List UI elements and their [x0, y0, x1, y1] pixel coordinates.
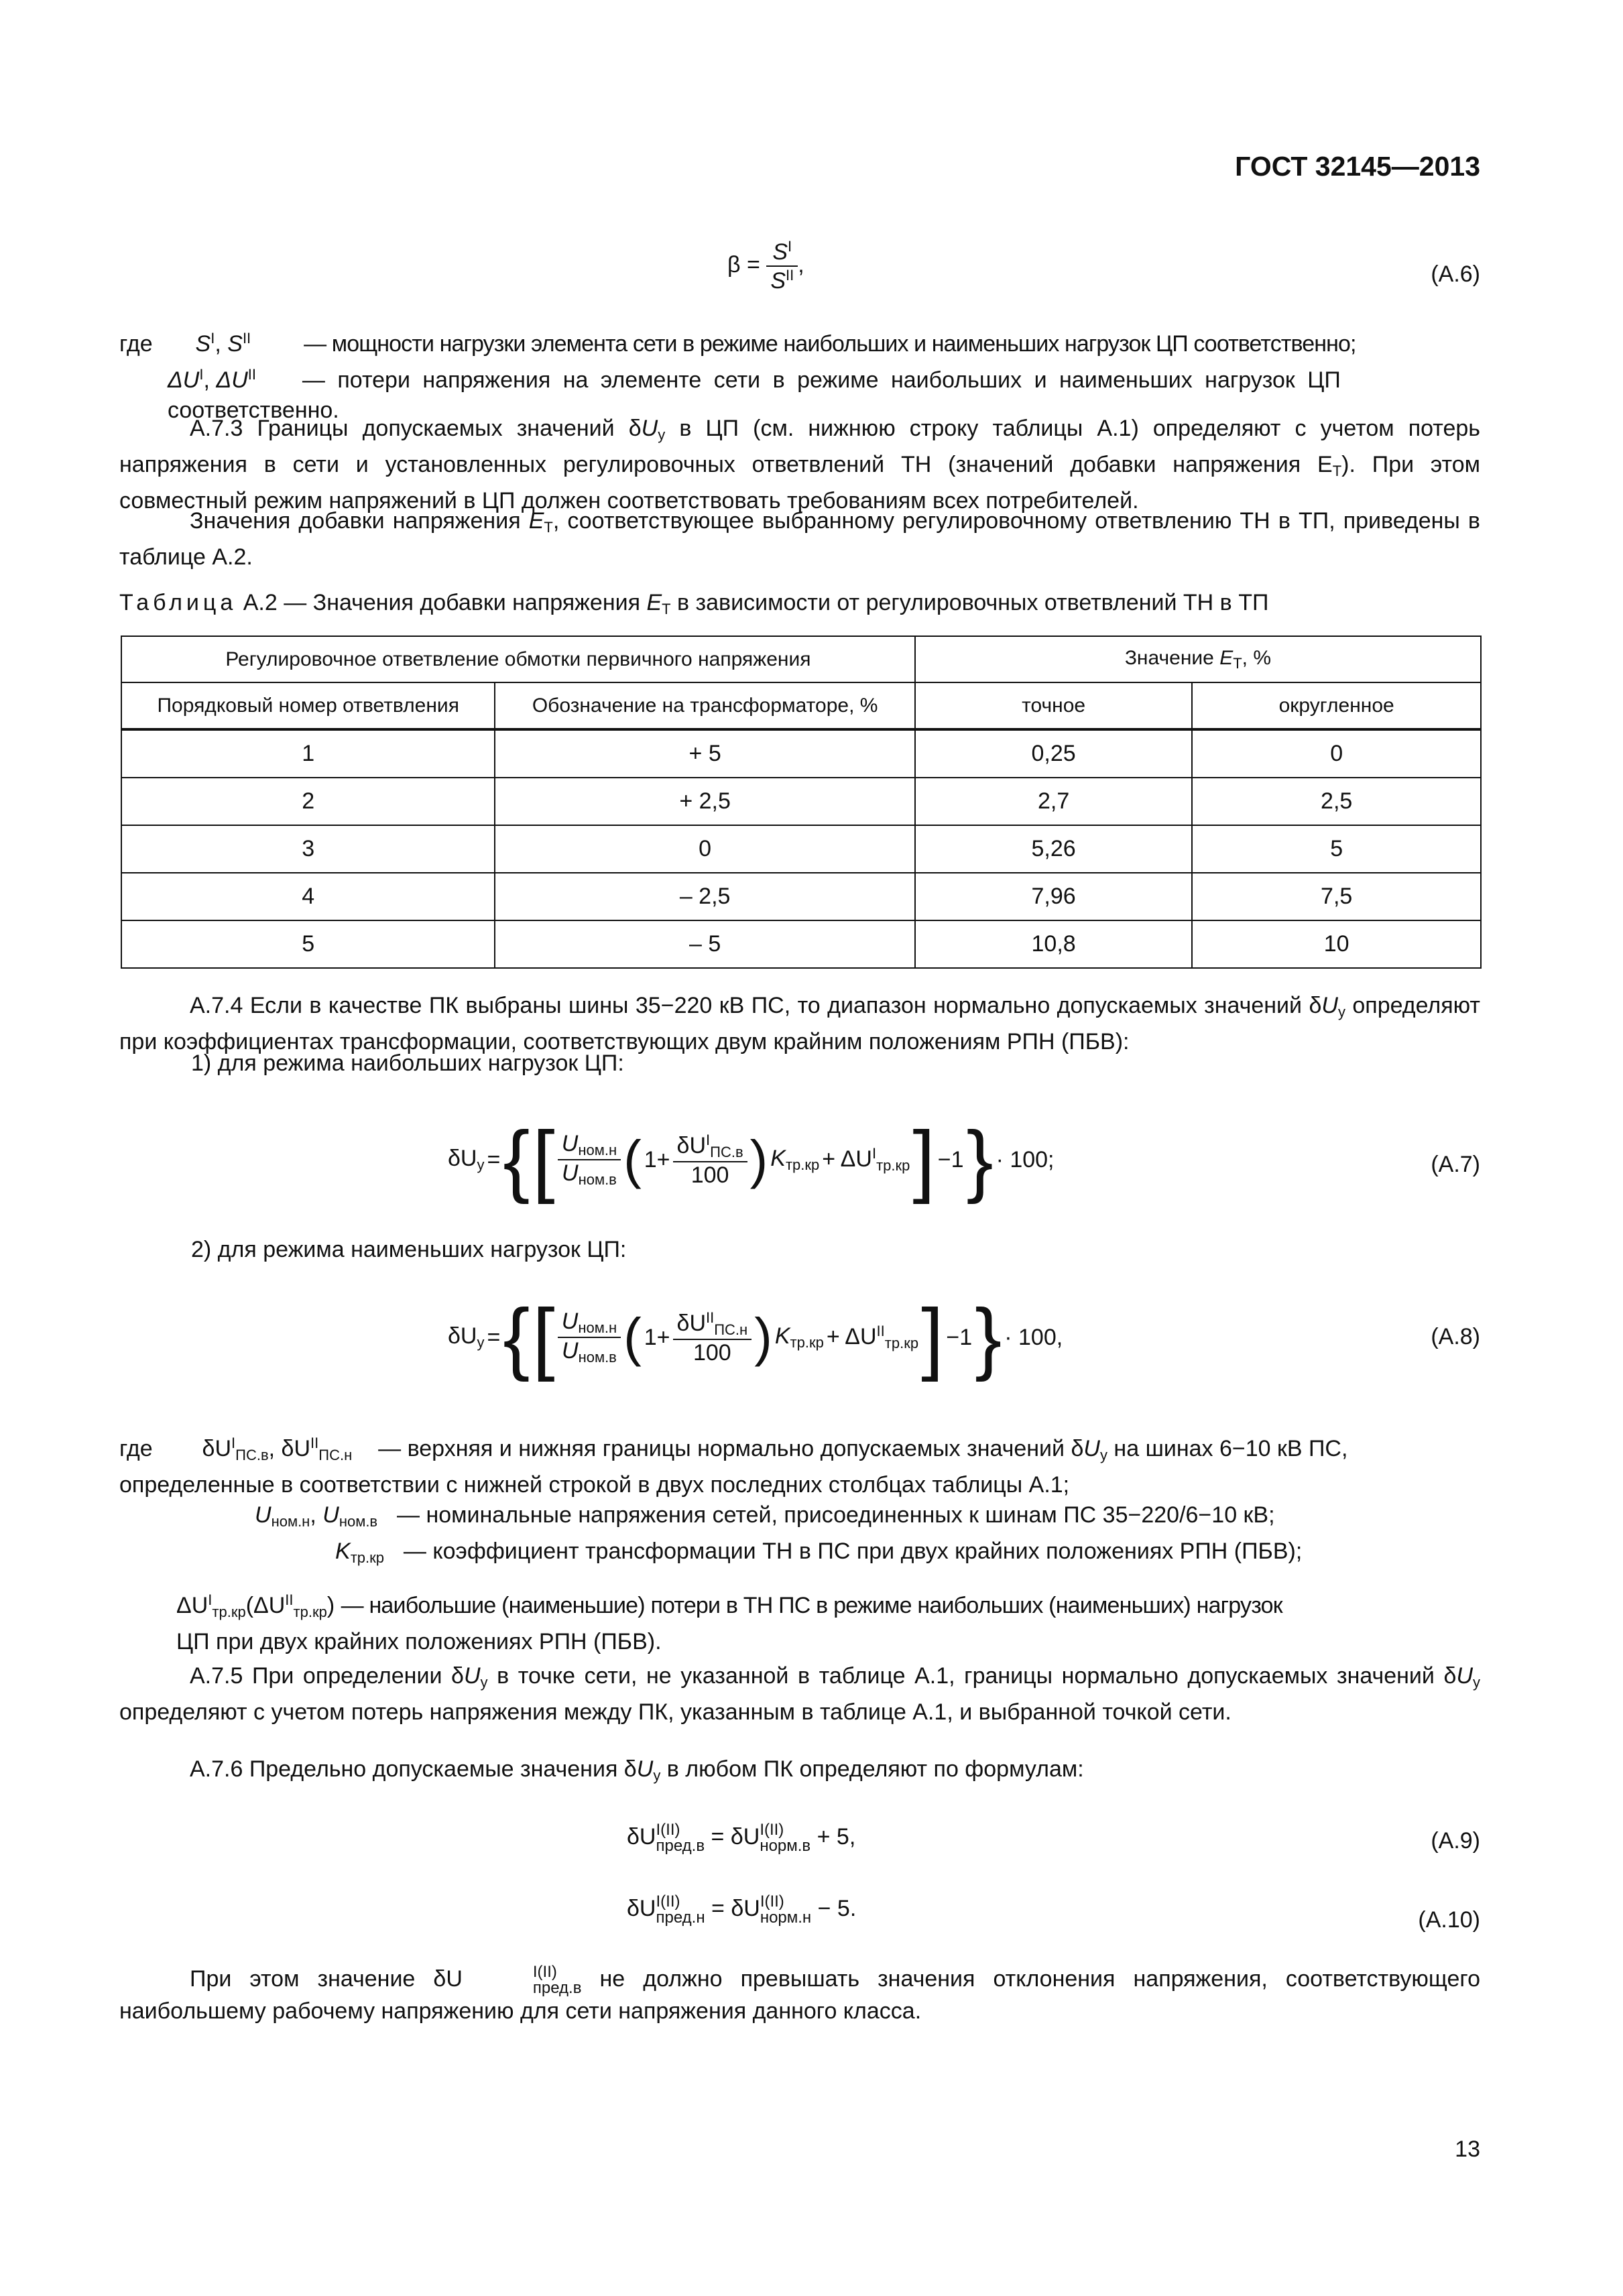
header-cell: точное	[915, 682, 1193, 729]
eq-a8-eq: =	[487, 1324, 501, 1350]
paragraph-final	[119, 1964, 1480, 2027]
eq-a9-eq: =	[705, 1823, 731, 1850]
table-row	[121, 729, 1481, 778]
a74-t1: А.7.4 Если в качестве ПК выбраны шины 35−220 кВ ПС, то диапазон нормально допускаемых значений δ	[190, 993, 1322, 1018]
table-cell: 0,25	[915, 729, 1193, 778]
eq-a6-den: S	[770, 268, 786, 294]
header-value-e: Е	[1219, 646, 1234, 669]
add-t1: Значения добавки напряжения	[190, 508, 529, 534]
paragraph-a74	[119, 991, 1480, 1057]
table-row	[121, 778, 1481, 825]
table-cell: 2	[121, 778, 495, 825]
eq-a7-tail: · 100;	[996, 1146, 1055, 1172]
eq-a7-unom-n-sub: ном.н	[578, 1142, 617, 1158]
eq-a7-brace-close: }	[966, 1115, 994, 1205]
table-cell: 1	[121, 729, 495, 778]
eq-a6-num-sup: I	[788, 238, 792, 255]
table-cell: 0	[1192, 729, 1481, 778]
eq-a6-den-sup: II	[786, 267, 794, 284]
eq-a7-unom-n: U	[561, 1131, 579, 1156]
table-header-row-2	[121, 682, 1481, 729]
a73-t3: ). При этом совместный режим напряжений в ЦП должен соответствовать требованиям всех потребителей.	[119, 452, 1481, 513]
table-cell: – 2,5	[495, 873, 914, 920]
a75-u: U	[463, 1663, 481, 1689]
equation-a9	[627, 1822, 855, 1854]
final-u-sub: пред.в	[532, 1979, 582, 1998]
eq-a8-tail: · 100,	[1004, 1324, 1063, 1350]
where1-sym1-sup: I	[211, 330, 215, 347]
table-cell: 5,26	[915, 825, 1193, 873]
where2-s4a: ΔU	[176, 1593, 208, 1618]
header-cell-value	[915, 636, 1481, 682]
where1-sym2: ΔU	[168, 367, 200, 393]
table-cell: 7,96	[915, 873, 1193, 920]
table-row	[121, 873, 1481, 920]
eq-a8-du-sup: II	[706, 1309, 715, 1326]
a75-t2: в точке сети, не указанной в таблице А.1, границы нормально допускаемых значений δ	[487, 1663, 1457, 1689]
table-header-row-1	[121, 636, 1481, 682]
where1-word: где	[119, 331, 153, 357]
where1-sym2b-sup: II	[247, 366, 257, 383]
eq-a7-lhs: δU	[448, 1146, 477, 1171]
table-cell: 2,5	[1192, 778, 1481, 825]
a73-u: U	[641, 416, 658, 441]
eq-a8-one: 1+	[644, 1324, 670, 1350]
table-cell: 5	[1192, 825, 1481, 873]
a75-sub2: у	[1473, 1674, 1481, 1691]
eq-a9-b-sub: норм.в	[760, 1837, 811, 1855]
table-cell: 0	[495, 825, 914, 873]
table-row	[121, 825, 1481, 873]
eq-a7-k-sub: тр.кр	[785, 1156, 820, 1173]
a73-t2: в ЦП (см. нижнюю строку таблицы А.1) определяют с учетом потерь напряжения в сети и установленных регулировочных ответвлений ТН (значений добавки напряжения Е	[119, 416, 1481, 477]
caption-sub: Т	[662, 601, 671, 617]
add-e: Е	[528, 508, 544, 534]
where-block-2: где $\delta U^I_{ПС.в}$, $\delta U^{II}_{ПС.н}$ — верхняя и нижняя границы нормально допускаемых значений $\delta U_у$ на шинах 6−10 кВ ПС, определенные в соответствии с нижней строкой в двух последних столбцах таблицы А.1; $U_{ном.н}$, $U_{ном.в}$ — номинальные напряжения сетей, присоединенных к шинам ПС 35−220/6−10 кВ; $K_{тр.кр}$ — коэффициент трансформации ТН в ПС при двух крайних положениях РПН (ПБВ); $\Delta U^I_{тр.кр}(\Delta U^{II}_{тр.кр})$ — наибольшие (наименьшие) потери в ТН ПС в режиме наибольших (наименьших) нагрузок ЦП при двух крайних положениях РПН (ПБВ).	[119, 1428, 1480, 1657]
where1-sym2-sep: ,	[203, 367, 217, 393]
eq-a10-a: δU	[627, 1895, 656, 1921]
eq-a9-b: δU	[730, 1823, 760, 1850]
eq-a10-number: (А.10)	[1418, 1907, 1480, 1933]
where1-text2: — потери напряжения на элементе сети в режиме наибольших и наименьших нагрузок ЦП	[302, 367, 1341, 393]
eq-a8-k-sub: тр.кр	[790, 1334, 824, 1351]
caption-t1: А.2 — Значения добавки напряжения	[237, 590, 647, 615]
eq-a8-du: δU	[676, 1310, 706, 1336]
eq-a8-hundred: 100	[693, 1339, 731, 1366]
eq-a8-du2-sub: тр.кр	[884, 1335, 919, 1351]
a73-sub: у	[658, 426, 666, 443]
table-cell: 3	[121, 825, 495, 873]
eq-a7-ratio	[558, 1131, 621, 1189]
where1-sym1: S	[195, 331, 211, 357]
eq-a8-paren-open: (	[623, 1307, 642, 1367]
eq-a7-paren-open: (	[623, 1130, 642, 1189]
a76-t2: в любом ПК определяют по формулам:	[660, 1756, 1084, 1782]
eq-a6-number: (А.6)	[1431, 261, 1480, 287]
eq-a8-plus: + ΔU	[826, 1324, 877, 1349]
eq-a8-unom-v-sub: ном.в	[578, 1349, 617, 1366]
a73-sub2: Т	[1332, 463, 1342, 479]
where-block-1	[119, 323, 1480, 426]
document-header: ГОСТ 32145—2013	[1235, 151, 1480, 182]
final-t2: не должно превышать значения отклонения напряжения, соответствующего наибольшему рабочему напряжению для сети напряжения данного класса.	[119, 1966, 1480, 2025]
eq-a9-a: δU	[627, 1823, 656, 1850]
eq-a10-b: δU	[731, 1895, 760, 1921]
paragraph-a75	[119, 1661, 1480, 1728]
eq-a7-du-sub: ПС.в	[710, 1143, 743, 1160]
where1-text1: — мощности нагрузки элемента сети в режиме наибольших и наименьших нагрузок ЦП соответственно;	[304, 331, 1356, 357]
where2-s4a-sub: тр.кр	[212, 1604, 246, 1620]
eq-a8-unom-v: U	[562, 1338, 579, 1364]
eq-a8-inner-fraction	[673, 1309, 752, 1366]
where2-t2: — номинальные напряжения сетей, присоединенных к шинам ПС 35−220/6−10 кВ;	[397, 1502, 1275, 1528]
eq-a8-du-sub: ПС.н	[714, 1321, 748, 1338]
eq-a9-number: (А.9)	[1431, 1828, 1480, 1854]
where1-sym1b-sup: II	[242, 330, 251, 347]
header-value-text: Значение	[1124, 646, 1220, 669]
table-cell: + 2,5	[495, 778, 914, 825]
eq-a8-brace-close: }	[975, 1292, 1002, 1382]
a73-t1: А.7.3 Границы допускаемых значений δ	[190, 416, 642, 441]
where1-sym2-sup: I	[199, 366, 204, 383]
eq-a6-lhs: β =	[727, 251, 760, 278]
where2-t4b: ЦП при двух крайних положениях РПН (ПБВ).	[176, 1629, 662, 1654]
where2-s2a: U	[255, 1502, 272, 1528]
eq-a8-lhs-sub: у	[477, 1334, 485, 1351]
page-number: 13	[1455, 2136, 1480, 2162]
eq-a7-du-sup: I	[706, 1131, 711, 1148]
paragraph-a73	[119, 414, 1480, 516]
where2-t1b: определенные в соответствии с нижней строкой в двух последних столбцах таблицы А.1;	[119, 1472, 1070, 1498]
eq-a7-unom-v-sub: ном.в	[578, 1171, 617, 1188]
header-cell-branch: Регулировочное ответвление обмотки первичного напряжения	[121, 636, 915, 682]
eq-a6-fraction	[766, 238, 798, 294]
eq-a8-paren-close: )	[754, 1307, 772, 1367]
table-cell: 10	[1192, 920, 1481, 968]
where2-s1b: δU	[281, 1436, 311, 1461]
eq-a7-brace-open: {	[503, 1115, 530, 1205]
eq-a9-tail: + 5,	[810, 1823, 856, 1850]
where2-s1a-sub: ПС.в	[235, 1447, 269, 1463]
eq-a7-k: K	[770, 1146, 786, 1171]
add-t2: , соответствующее выбранному регулировочному ответвлению ТН в ТП, приведены в таблице А.2.	[119, 508, 1480, 570]
where2-s2a-sub: ном.н	[271, 1513, 310, 1530]
where1-sym2b: ΔU	[216, 367, 248, 393]
eq-a8-lhs: δU	[448, 1323, 477, 1349]
caption-t2: в зависимости от регулировочных ответвлений ТН в ТП	[670, 590, 1269, 615]
eq-a10-a-sup: I(II)	[656, 1892, 680, 1911]
eq-a8-brace-open: {	[503, 1292, 530, 1382]
a75-sub: у	[480, 1674, 488, 1691]
where2-s4b-sup: II	[285, 1591, 294, 1608]
eq-a9-b-sup: I(II)	[760, 1821, 784, 1839]
eq-a10-tail: − 5.	[811, 1895, 857, 1921]
eq-a10-b-sub: норм.н	[760, 1909, 812, 1927]
where2-s4b-sub: тр.кр	[293, 1604, 327, 1620]
eq-a7-paren-close: )	[749, 1130, 768, 1189]
a75-u2: U	[1456, 1663, 1474, 1689]
equation-a6	[727, 238, 804, 294]
where2-t1sub: у	[1099, 1447, 1107, 1463]
eq-a8-ratio	[558, 1309, 621, 1366]
paragraph-a76	[119, 1754, 1480, 1791]
eq-a6-num: S	[772, 239, 788, 265]
eq-a8-bracket-close: ]	[921, 1292, 944, 1382]
where2-s3: K	[335, 1538, 351, 1564]
eq-a7-bracket-close: ]	[912, 1115, 935, 1205]
where2-t4: — наибольшие (наименьшие) потери в ТН ПС в режиме наибольших (наименьших) нагрузок	[341, 1593, 1282, 1618]
table-cell: – 5	[495, 920, 914, 968]
eq-a7-number: (А.7)	[1431, 1152, 1480, 1177]
table-cell: 10,8	[915, 920, 1193, 968]
a74-sub: у	[1337, 1004, 1345, 1020]
table-caption	[119, 590, 1268, 618]
eq-a7-du: δU	[676, 1132, 706, 1158]
eq-a8-k: K	[774, 1323, 790, 1349]
where2-s1b-sup: II	[310, 1435, 319, 1451]
where1-sym1b: S	[227, 331, 243, 357]
where2-t3: — коэффициент трансформации ТН в ПС при двух крайних положениях РПН (ПБВ);	[403, 1538, 1303, 1564]
equation-a10	[627, 1894, 856, 1926]
equation-a7	[448, 1113, 1055, 1207]
list-item-1: 1) для режима наибольших нагрузок ЦП:	[191, 1050, 624, 1076]
eq-a7-plus: + ΔU	[822, 1146, 872, 1172]
where2-word: где	[119, 1436, 153, 1461]
eq-a7-du2-sup: I	[871, 1145, 877, 1162]
eq-a9-a-sup: I(II)	[656, 1821, 680, 1839]
header-value-sub: Т	[1233, 654, 1242, 672]
caption-e: Е	[646, 590, 662, 615]
eq-a8-number: (А.8)	[1431, 1324, 1480, 1349]
header-value-tail: , %	[1242, 646, 1272, 669]
eq-a7-eq: =	[487, 1146, 501, 1172]
where2-t1tail: на шинах 6−10 кВ ПС,	[1107, 1436, 1348, 1461]
eq-a8-bracket-open: [	[532, 1292, 555, 1382]
where1-text2b: соответственно.	[168, 398, 339, 423]
a74-u: U	[1321, 993, 1338, 1018]
final-u-sup: I(II)	[532, 1963, 557, 1982]
a76-u: U	[636, 1756, 654, 1782]
a76-sub: у	[653, 1767, 661, 1784]
eq-a10-b-sup: I(II)	[760, 1892, 784, 1911]
eq-a6-tail: ,	[798, 251, 804, 278]
where2-s1a-sup: I	[231, 1435, 236, 1451]
a74-t2: определяют при коэффициентах трансформации, соответствующих двум крайним положениям РПН (ПБВ):	[119, 993, 1480, 1054]
where2-s4b: ΔU	[253, 1593, 286, 1618]
eq-a8-unom-n-sub: ном.н	[578, 1319, 617, 1336]
eq-a7-inner-fraction	[673, 1132, 747, 1189]
table-a2	[121, 636, 1482, 969]
header-cell: округленное	[1192, 682, 1481, 729]
header-cell: Обозначение на трансформаторе, %	[495, 682, 914, 729]
table-cell: 4	[121, 873, 495, 920]
eq-a7-unom-v: U	[562, 1160, 579, 1186]
eq-a10-a-sub: пред.н	[656, 1909, 705, 1927]
where1-sym1-sep: ,	[215, 331, 228, 357]
table-cell: + 5	[495, 729, 914, 778]
eq-a7-lhs-sub: у	[477, 1156, 485, 1173]
caption-word: Таблица	[119, 590, 237, 615]
where2-s2b: U	[322, 1502, 339, 1528]
table-cell: 2,7	[915, 778, 1193, 825]
eq-a8-unom-n: U	[561, 1309, 579, 1334]
a76-t1: А.7.6 Предельно допускаемые значения δ	[190, 1756, 637, 1782]
add-sub: Т	[544, 519, 553, 536]
where2-s3-sub: тр.кр	[350, 1549, 384, 1566]
eq-a8-du2-sup: II	[876, 1323, 885, 1339]
eq-a7-bracket-open: [	[532, 1115, 555, 1205]
where2-s1a: δU	[202, 1436, 232, 1461]
eq-a7-du2-sub: тр.кр	[876, 1157, 910, 1174]
header-cell: Порядковый номер ответвления	[121, 682, 495, 729]
eq-a7-minus: −1	[937, 1146, 964, 1172]
final-u: δU	[433, 1966, 463, 1992]
table-cell: 7,5	[1192, 873, 1481, 920]
final-t1: При этом значение	[190, 1966, 434, 1992]
a75-t1: А.7.5 При определении δ	[190, 1663, 464, 1689]
a75-t3: определяют с учетом потерь напряжения между ПК, указанным в таблице А.1, и выбранной точкой сети.	[119, 1699, 1231, 1725]
eq-a7-hundred: 100	[690, 1162, 729, 1188]
table-row	[121, 920, 1481, 968]
table-cell: 5	[121, 920, 495, 968]
where2-s4a-sup: I	[208, 1591, 213, 1608]
equation-a8	[448, 1290, 1063, 1384]
list-item-2: 2) для режима наименьших нагрузок ЦП:	[191, 1237, 627, 1262]
where2-s1b-sub: ПС.н	[318, 1447, 353, 1463]
where2-t1: — верхняя и нижняя границы нормально допускаемых значений δ	[378, 1436, 1084, 1461]
eq-a7-one: 1+	[644, 1146, 670, 1172]
where2-t1u: U	[1083, 1436, 1100, 1461]
paragraph-additive	[119, 506, 1480, 572]
eq-a10-eq: =	[705, 1895, 731, 1921]
where2-s2b-sub: ном.в	[339, 1513, 378, 1530]
eq-a8-minus: −1	[946, 1324, 973, 1350]
eq-a9-a-sub: пред.в	[656, 1837, 705, 1855]
